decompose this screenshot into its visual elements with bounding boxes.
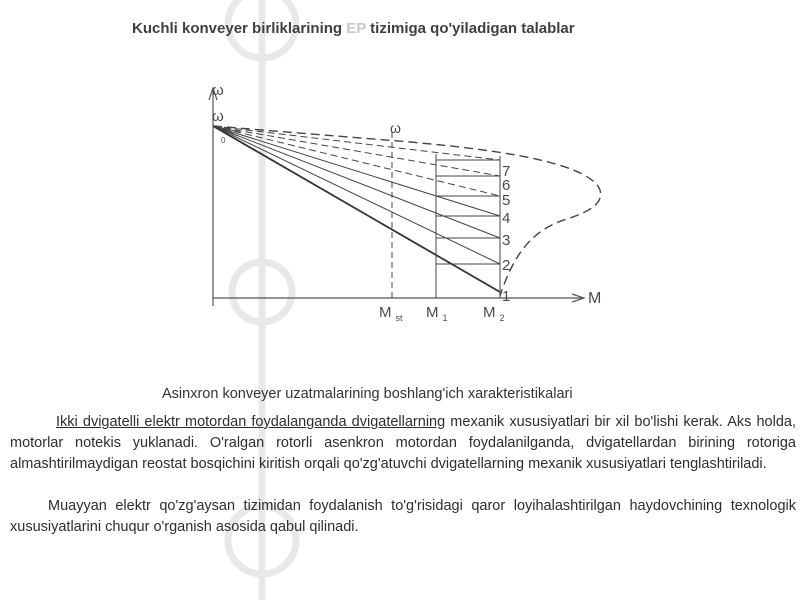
natural-characteristic-curve bbox=[213, 126, 601, 296]
paragraph-1-rest: mexanik xususiyatlari bir xil bo'lishi kerak. Aks holda, motorlar notekis yuklanadi. O'ralgan rotorli asenkron motordan foydalanilganda, dvigatellardan birining rotoriga almashtirilmaydigan reostat bosqichini kiritish orqali qo'zg'atuvchi dvigatellarning mexanik xususiyatlari tenglashtiriladi. bbox=[10, 414, 796, 472]
torque-label-m2: M $_2$ bbox=[483, 304, 505, 323]
figure-caption: Asinxron konveyer uzatmalarining boshlang'ich xarakteristikalari bbox=[162, 386, 573, 402]
curve-number-5: 5 bbox=[502, 192, 511, 209]
characteristic-line-5 bbox=[213, 126, 500, 196]
paragraph-1-underlined: Ikki dvigatelli elektr motordan foydalanganda dvigatellarning bbox=[56, 414, 446, 430]
curve-number-6: 6 bbox=[502, 177, 511, 194]
characteristic-line-4 bbox=[213, 126, 500, 216]
paragraph-1 bbox=[10, 412, 796, 475]
curve-number-4: 4 bbox=[502, 210, 511, 227]
characteristics-figure bbox=[200, 78, 620, 340]
paragraph-2: Muayyan elektr qo'zg'aysan tizimidan foydalanish to'g'risidagi qaror loyihalashtirilgan haydovchining texnologik xususiyatlarini chuqur o'rganish asosida qabul qilinadi. bbox=[10, 498, 796, 535]
torque-label-m1: M $_1$ bbox=[426, 304, 448, 323]
y-axis-label: ω bbox=[212, 82, 224, 99]
omega-marker-label: ω bbox=[390, 120, 401, 136]
torque-label-mst: M $_{st}$ bbox=[379, 304, 403, 323]
curve-number-7: 7 bbox=[502, 163, 511, 180]
curve-number-1: 1 bbox=[502, 288, 511, 305]
characteristics-chart bbox=[200, 78, 620, 340]
omega-zero-label: ω bbox=[212, 108, 224, 125]
page-title: Kuchli konveyer birliklarining EP tizimiga qo'yiladigan talablar bbox=[132, 20, 575, 37]
x-axis-label: M bbox=[588, 290, 602, 307]
omega-zero-subscript: 0 bbox=[221, 136, 226, 145]
curve-number-3: 3 bbox=[502, 232, 511, 249]
curve-number-2: 2 bbox=[502, 257, 511, 274]
